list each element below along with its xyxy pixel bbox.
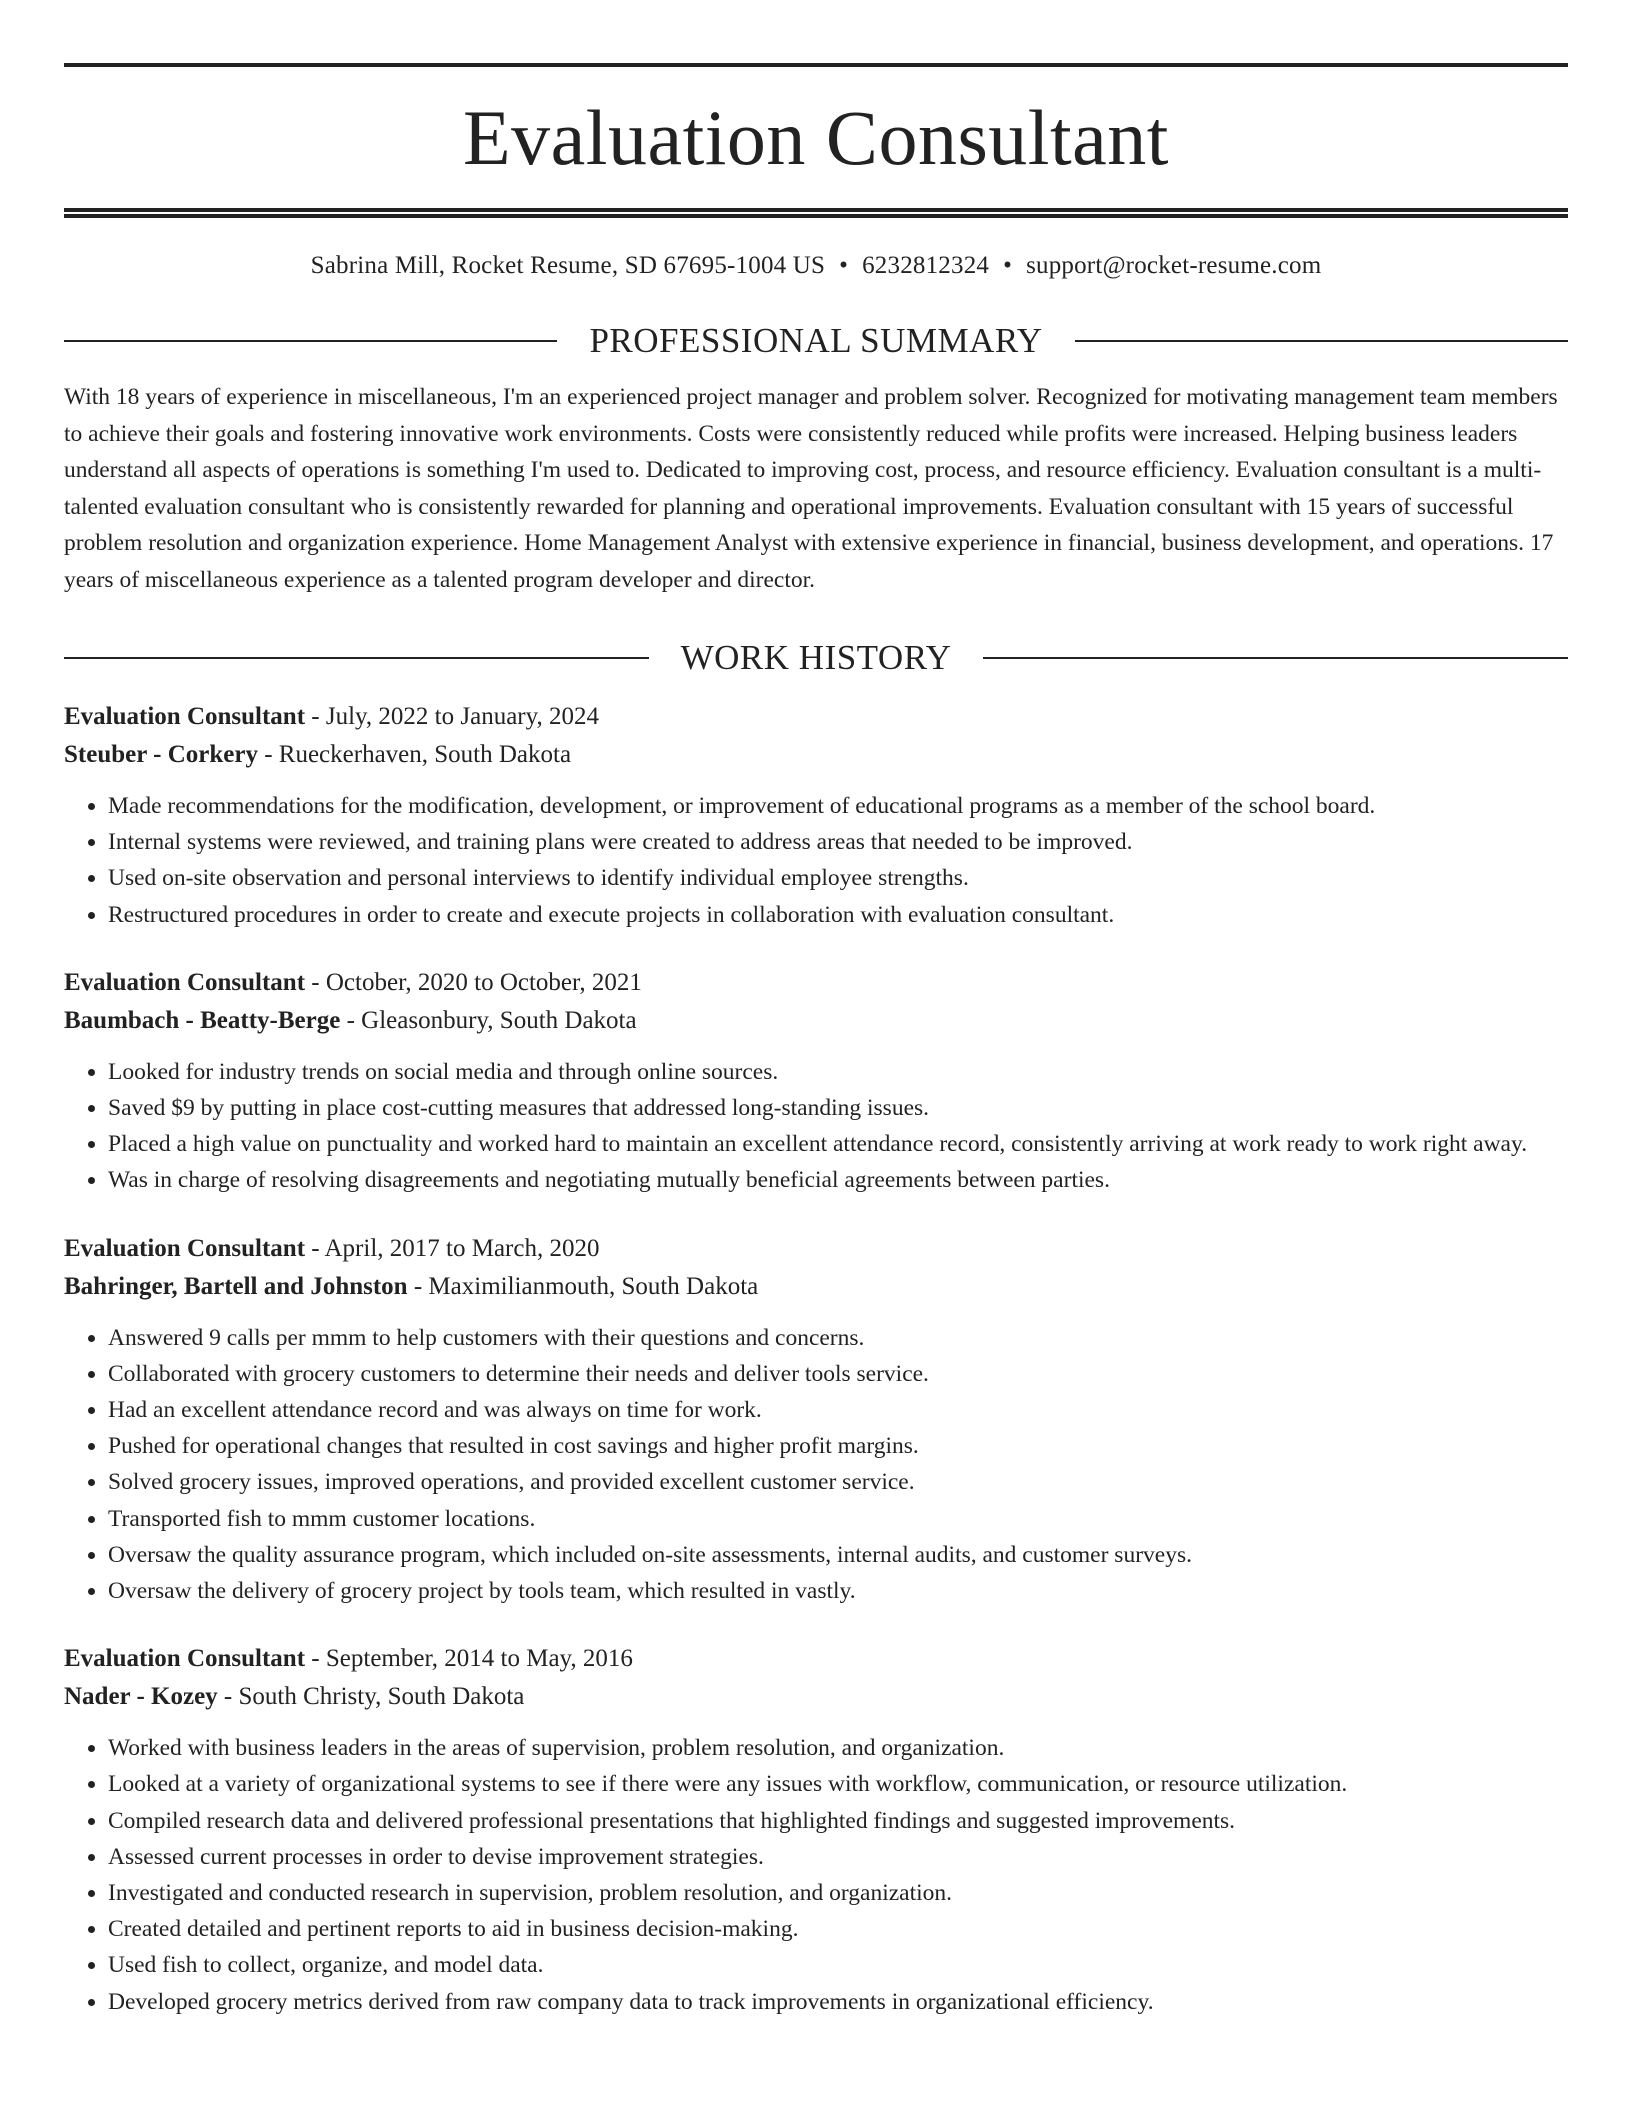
job-location: - Rueckerhaven, South Dakota <box>257 741 572 768</box>
job-bullet: • Looked at a variety of organizational systems to see if there were any issues with workflow, communication, or resource utilization. <box>108 1766 1568 1802</box>
job-title: Evaluation Consultant <box>64 703 306 730</box>
job-title-line <box>64 1230 1568 1268</box>
contact-separator: • <box>1003 252 1013 279</box>
job-title-line <box>64 1640 1568 1678</box>
job-bullet: • Collaborated with grocery customers to determine their needs and deliver tools service. <box>108 1356 1568 1392</box>
job-bullet: • Worked with business leaders in the areas of supervision, problem resolution, and organization. <box>108 1730 1568 1766</box>
job-bullets <box>64 1320 1568 1610</box>
job-bullet: • Transported fish to mmm customer locations. <box>108 1501 1568 1537</box>
job-entry <box>64 698 1568 933</box>
job-entry <box>64 1640 1568 2020</box>
job-bullet: • Created detailed and pertinent reports to aid in business decision-making. <box>108 1911 1568 1947</box>
job-bullet: • Developed grocery metrics derived from raw company data to track improvements in organizational efficiency. <box>108 1984 1568 2020</box>
job-bullet: • Oversaw the delivery of grocery project by tools team, which resulted in vastly. <box>108 1573 1568 1609</box>
work-history-list <box>64 698 1568 2020</box>
contact-line <box>64 251 1568 281</box>
job-title: Evaluation Consultant <box>64 968 306 996</box>
job-company: Baumbach - Beatty-Berge <box>64 1006 341 1034</box>
contact-address: Sabrina Mill, Rocket Resume, SD 67695-1004 US <box>310 252 826 279</box>
job-entry <box>64 964 1568 1199</box>
job-company-line <box>64 1002 1568 1040</box>
job-bullets <box>64 1730 1568 2020</box>
job-bullet: • Used fish to collect, organize, and model data. <box>108 1947 1568 1983</box>
job-entry <box>64 1230 1568 1610</box>
heading-rule-right <box>983 657 1568 659</box>
job-dates: - September, 2014 to May, 2016 <box>305 1645 633 1673</box>
job-company-line <box>64 736 1568 774</box>
contact-separator: • <box>839 252 849 279</box>
job-bullet: • Assessed current processes in order to devise improvement strategies. <box>108 1839 1568 1875</box>
job-bullet: • Had an excellent attendance record and was always on time for work. <box>108 1392 1568 1428</box>
summary-heading-text: PROFESSIONAL SUMMARY <box>589 321 1043 360</box>
work-section-heading <box>64 640 1568 675</box>
job-dates: - April, 2017 to March, 2020 <box>305 1234 600 1262</box>
job-bullet: • Internal systems were reviewed, and training plans were created to address areas that needed to be improved. <box>108 824 1568 860</box>
job-title: Evaluation Consultant <box>64 1234 306 1262</box>
job-bullet: • Was in charge of resolving disagreements and negotiating mutually beneficial agreements between parties. <box>108 1162 1568 1198</box>
job-location: - Gleasonbury, South Dakota <box>340 1006 637 1034</box>
contact-phone: 6232812324 <box>862 252 990 279</box>
summary-paragraph: With 18 years of experience in miscellaneous, I'm an experienced project manager and problem solver. Recognized for motivating management team members to achieve their goals and fostering innovative work environments. Costs were consistently reduced while profits were increased. Helping business leaders understand all aspects of operations is something I'm used to. Dedicated to improving cost, process, and resource efficiency. Evaluation consultant is a multi-talented evaluation consultant who is consistently rewarded for planning and operational improvements. Evaluation consultant with 15 years of successful problem resolution and organization experience. Home Management Analyst with extensive experience in financial, business development, and operations. 17 years of miscellaneous experience as a talented program developer and director. <box>64 384 1558 593</box>
job-bullets <box>64 1054 1568 1199</box>
resume-title: Evaluation Consultant <box>463 94 1169 181</box>
job-title: Evaluation Consultant <box>64 1645 306 1673</box>
work-heading-text: WORK HISTORY <box>680 638 952 677</box>
job-bullet: • Placed a high value on punctuality and worked hard to maintain an excellent attendance record, consistently arriving at work ready to work right away. <box>108 1126 1568 1162</box>
job-bullet: • Pushed for operational changes that resulted in cost savings and higher profit margins. <box>108 1428 1568 1464</box>
job-bullet: • Investigated and conducted research in supervision, problem resolution, and organization. <box>108 1875 1568 1911</box>
summary-section-heading <box>64 323 1568 358</box>
job-company: Nader - Kozey <box>64 1683 218 1711</box>
job-title-line <box>64 964 1568 1002</box>
job-bullet: • Compiled research data and delivered professional presentations that highlighted findings and suggested improvements. <box>108 1803 1568 1839</box>
job-dates: - July, 2022 to January, 2024 <box>305 703 599 730</box>
top-rule <box>64 63 1568 67</box>
heading-rule-left <box>64 340 557 342</box>
job-company: Bahringer, Bartell and Johnston <box>64 1272 408 1300</box>
job-title-line <box>64 698 1568 736</box>
job-bullet: • Answered 9 calls per mmm to help customers with their questions and concerns. <box>108 1320 1568 1356</box>
heading-rule-left <box>64 657 649 659</box>
job-bullet: • Oversaw the quality assurance program, which included on-site assessments, internal audits, and customer surveys. <box>108 1537 1568 1573</box>
job-bullet: • Solved grocery issues, improved operations, and provided excellent customer service. <box>108 1464 1568 1500</box>
job-location: - South Christy, South Dakota <box>217 1683 525 1711</box>
job-bullets <box>64 788 1568 933</box>
job-dates: - October, 2020 to October, 2021 <box>305 968 642 996</box>
job-bullet: • Restructured procedures in order to create and execute projects in collaboration with evaluation consultant. <box>108 897 1568 933</box>
contact-email: support@rocket-resume.com <box>1026 252 1322 279</box>
title-double-rule <box>64 208 1568 218</box>
job-bullet: • Made recommendations for the modification, development, or improvement of educational programs as a member of the school board. <box>108 788 1568 824</box>
job-company: Steuber - Corkery <box>64 741 258 768</box>
job-company-line <box>64 1268 1568 1306</box>
job-bullet: • Used on-site observation and personal interviews to identify individual employee strengths. <box>108 860 1568 896</box>
job-location: - Maximilianmouth, South Dakota <box>407 1272 759 1300</box>
job-bullet: • Saved $9 by putting in place cost-cutting measures that addressed long-standing issues. <box>108 1090 1568 1126</box>
heading-rule-right <box>1075 340 1568 342</box>
job-company-line <box>64 1678 1568 1716</box>
job-bullet: • Looked for industry trends on social media and through online sources. <box>108 1054 1568 1090</box>
